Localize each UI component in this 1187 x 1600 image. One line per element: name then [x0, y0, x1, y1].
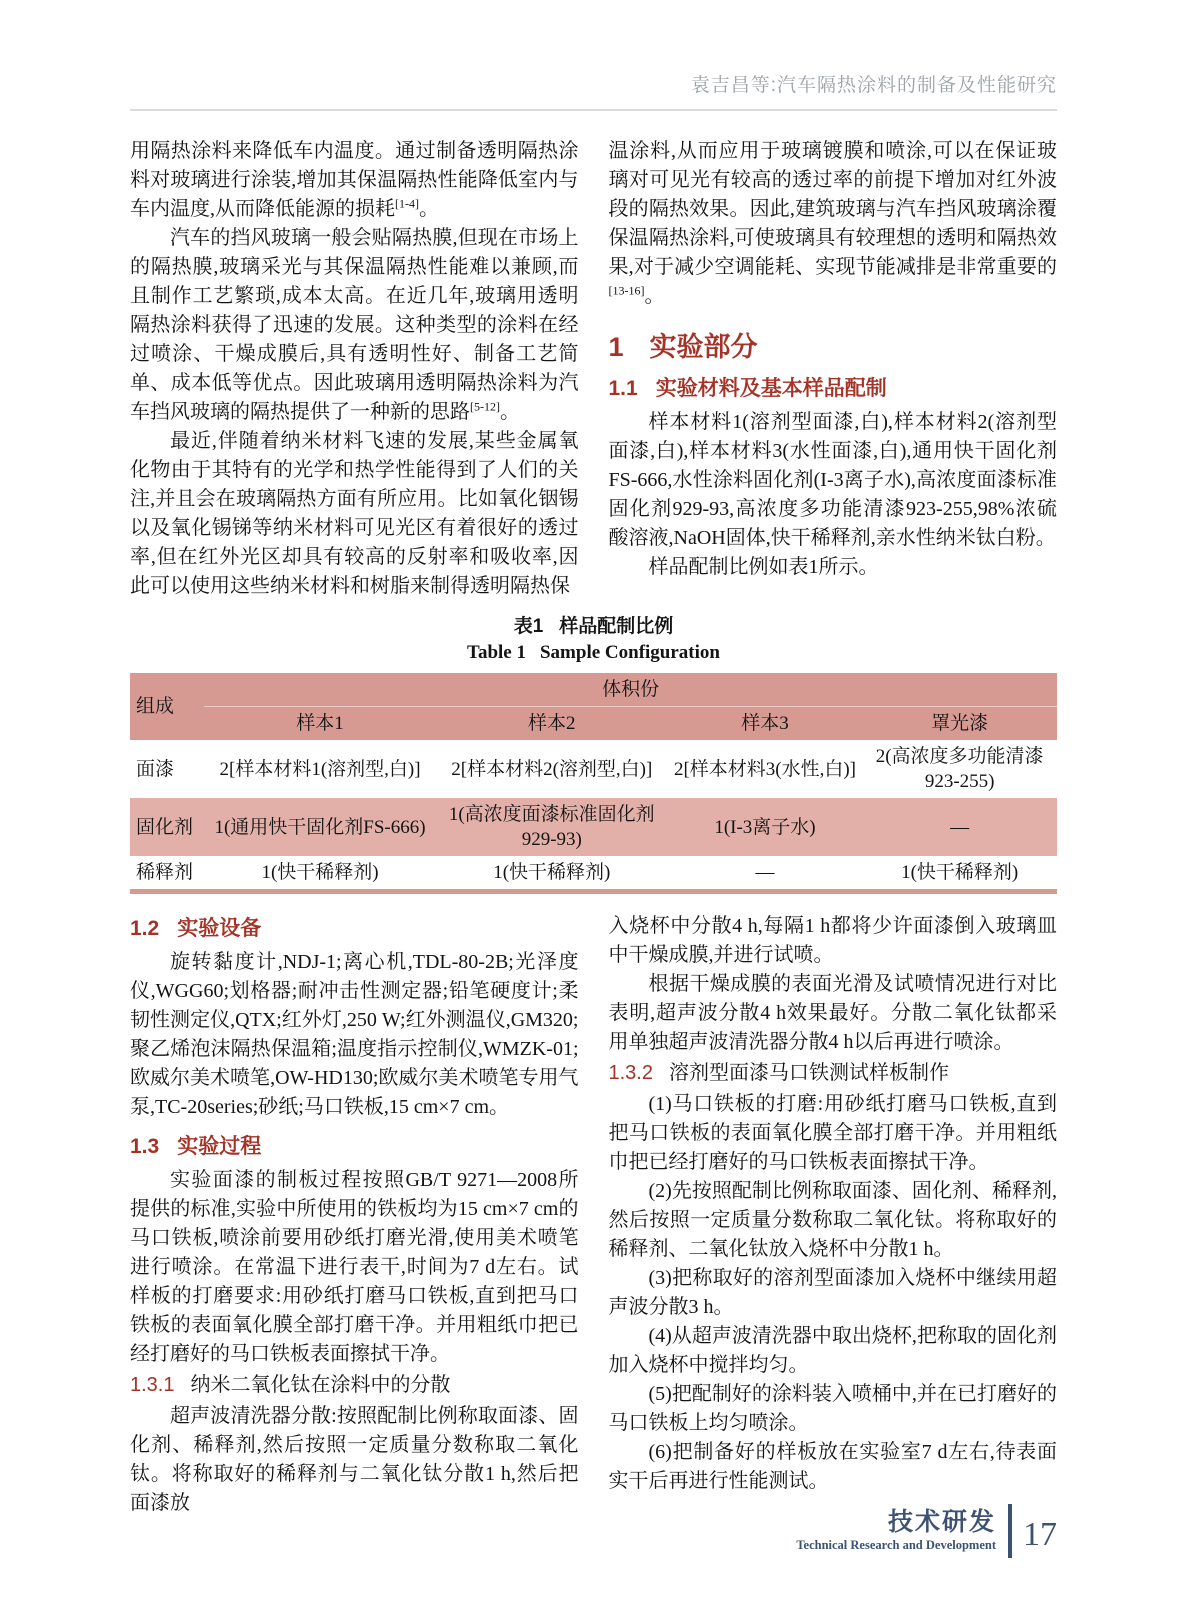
section-number: 1.3.2 [608, 1062, 653, 1084]
table-cell: — [668, 856, 863, 892]
table-cell: 2[样本材料3(水性,白)] [673, 758, 857, 780]
section-title: 实验过程 [177, 1135, 262, 1158]
table-group-header: 体积份 [204, 673, 1057, 707]
top-columns [130, 137, 1057, 601]
bottom-left-column [130, 912, 579, 1518]
table-cell: 1(快干稀释剂) [436, 856, 668, 892]
citation-ref: [13-16] [608, 283, 645, 298]
footer-divider [1008, 1504, 1012, 1558]
paragraph-step-6: (6)把制备好的样板放在实验室7 d左右,待表面实干后再进行性能测试。 [608, 1441, 1057, 1492]
table1-caption-en-label: Table 1 [467, 642, 526, 663]
section-number: 1.3.1 [130, 1374, 175, 1396]
section-number: 1.2 [130, 917, 160, 940]
section-title: 实验设备 [177, 917, 262, 940]
section-title: 纳米二氧化钛在涂料中的分散 [190, 1374, 451, 1396]
section-title: 溶剂型面漆马口铁测试样板制作 [668, 1062, 949, 1084]
paragraph-intro-2: 汽车的挡风玻璃一般会贴隔热膜,但现在市场上的隔热膜,玻璃采光与其保温隔热性能难以兼顾,而且制作工艺繁琐,成本太高。在近几年,玻璃用透明隔热涂料获得了迅速的发展。这种类型的涂料在经过喷涂、干燥成膜后,具有透明性好、制备工艺简单、成本低等优点。因此玻璃用透明隔热涂料为汽车挡风玻璃的隔热提供了一种新的思路[5-12]。 [130, 227, 579, 423]
table-row [130, 798, 1057, 856]
table-cell: 1(高浓度面漆标准固化剂 929-93) [436, 798, 668, 856]
table-column-header: 样本1 [204, 707, 436, 741]
section-heading-1-3 [130, 1130, 579, 1160]
running-head-title: 袁吉昌等:汽车隔热涂料的制备及性能研究 [690, 75, 1057, 96]
table1-caption-en [130, 641, 1057, 665]
table-cell: — [862, 798, 1057, 856]
table-row [130, 740, 1057, 798]
section-number: 1.1 [608, 377, 638, 400]
table1-caption-zh-label: 表1 [513, 616, 544, 637]
citation-ref: [1-4] [395, 196, 419, 211]
section-heading-1-3-1 [130, 1371, 579, 1400]
table-column-header: 样本2 [436, 707, 668, 741]
row-label: 稀释剂 [130, 856, 204, 892]
table-header [130, 673, 1057, 740]
section-number: 1.3 [130, 1135, 160, 1158]
paragraph-step-1: (1)马口铁板的打磨:用砂纸打磨马口铁板,直到把马口铁板的表面氧化膜全部打磨干净。并用粗纸巾把已经打磨好的马口铁板表面擦拭干净。 [608, 1093, 1057, 1173]
top-right-column [609, 137, 1058, 601]
paragraph-step-2: (2)先按照配制比例称取面漆、固化剂、稀释剂,然后按照一定质量分数称取二氧化钛。将称取好的稀释剂、二氧化钛放入烧杯中分散1 h。 [608, 1180, 1057, 1260]
page-footer [796, 1504, 1057, 1558]
paragraph-process-2: 超声波清洗器分散:按照配制比例称取面漆、固化剂、稀释剂,然后按照一定质量分数称取二氧化钛。将称取好的稀释剂与二氧化钛分散1 h,然后把面漆放 [130, 1405, 579, 1514]
page-number: 17 [1023, 1516, 1057, 1553]
paragraph-intro-4: 温涂料,从而应用于玻璃镀膜和喷涂,可以在保证玻璃对可见光有较高的透过率的前提下增加对红外波段的隔热效果。因此,建筑玻璃与汽车挡风玻璃涂覆保温隔热涂料,可使玻璃具有较理想的透明和隔热效果,对于减少空调能耗、实现节能减排是非常重要的[13-16]。 [608, 140, 1057, 307]
table-cell: 2(高浓度多功能清漆 923-255) [875, 746, 1044, 792]
table1-caption-zh [130, 615, 1057, 639]
paragraph-materials: 样本材料1(溶剂型面漆,白),样本材料2(溶剂型面漆,白),样本材料3(水性面漆,白),通用快干固化剂FS-666,水性涂料固化剂(I-3离子水),高浓度面漆标准固化剂929-93,高浓度多功能清漆923-255,98%浓硫酸溶液,NaOH固体,快干稀释剂,亲水性纳米钛白粉。 [608, 411, 1057, 549]
running-head [130, 0, 1057, 111]
sample-configuration-table [130, 673, 1057, 894]
paragraph-step-3: (3)把称取好的溶剂型面漆加入烧杯中继续用超声波分散3 h。 [608, 1267, 1057, 1318]
section-title: 实验部分 [649, 332, 758, 362]
section-heading-1-3-2 [609, 1059, 1058, 1088]
top-left-column [130, 137, 579, 601]
table-cell: 2[样本材料2(溶剂型,白)] [451, 758, 653, 780]
table1-caption-en-title: Sample Configuration [539, 642, 720, 663]
paragraph-equipment: 旋转黏度计,NDJ-1;离心机,TDL-80-2B;光泽度仪,WGG60;划格器;耐冲击性测定器;铅笔硬度计;柔韧性测定仪,QTX;红外灯,250 W;红外测温仪,GM320;聚乙烯泡沫隔热保温箱;温度指示控制仪,WMZK-01;欧威尔美术喷笔,OW-HD130;欧威尔美术喷笔专用气泵,TC-20series;砂纸;马口铁板,15 cm×7 cm。 [130, 951, 579, 1118]
section-heading-1 [609, 325, 1058, 364]
table-row [130, 856, 1057, 892]
table-cell: 2[样本材料1(溶剂型,白)] [219, 758, 421, 780]
table1-caption-zh-title: 样品配制比例 [559, 616, 674, 637]
paragraph-step-4: (4)从超声波清洗器中取出烧杯,把称取的固化剂加入烧杯中搅拌均匀。 [608, 1325, 1057, 1376]
footer-section-label [796, 1509, 996, 1553]
paragraph-process-1: 实验面漆的制板过程按照GB/T 9271—2008所提供的标准,实验中所使用的铁板均为15 cm×7 cm的马口铁板,喷涂前要用砂纸打磨光滑,使用美术喷笔进行喷涂。在常温下进行表干,时间为7 d左右。试样板的打磨要求:用砂纸打磨马口铁板,直到把马口铁板的表面氧化膜全部打磨干净。并用粗纸巾把已经打磨好的马口铁板表面擦拭干净。 [130, 1169, 579, 1365]
paragraph-table-pointer: 样品配制比例如表1所示。 [648, 556, 879, 578]
table-cell: 1(通用快干固化剂FS-666) [204, 798, 436, 856]
table-cell: 1(快干稀释剂) [862, 856, 1057, 892]
section-title: 实验材料及基本样品配制 [655, 377, 887, 400]
section-heading-1-2 [130, 912, 579, 942]
table-cell: 1(快干稀释剂) [204, 856, 436, 892]
row-label: 面漆 [136, 758, 175, 780]
section-heading-1-1 [609, 372, 1058, 402]
paragraph-intro-1: 用隔热涂料来降低车内温度。通过制备透明隔热涂料对玻璃进行涂装,增加其保温隔热性能降低室内与车内温度,从而降低能源的损耗[1-4]。 [130, 140, 579, 220]
table-column-header: 罩光漆 [862, 707, 1057, 741]
paragraph-process-4: 根据干燥成膜的表面光滑及试喷情况进行对比表明,超声波分散4 h效果最好。分散二氧化钛都采用单独超声波清洗器分散4 h以后再进行喷涂。 [608, 973, 1057, 1053]
section-number: 1 [608, 332, 624, 362]
paragraph-intro-3: 最近,伴随着纳米材料飞速的发展,某些金属氧化物由于其特有的光学和热学性能得到了人们的关注,并且会在玻璃隔热方面有所应用。比如氧化铟锡以及氧化锡锑等纳米材料可见光区有着很好的透过率,但在红外光区却具有较高的反射率和吸收率,因此可以使用这些纳米材料和树脂来制得透明隔热保 [130, 430, 579, 597]
bottom-columns [130, 912, 1057, 1518]
bottom-right-column [609, 912, 1058, 1518]
table1-block [130, 615, 1057, 894]
table-corner-label: 组成 [130, 673, 204, 740]
table-cell: 1(I-3离子水) [668, 798, 863, 856]
paragraph-step-5: (5)把配制好的涂料装入喷桶中,并在已打磨好的马口铁板上均匀喷涂。 [608, 1383, 1057, 1434]
footer-label-zh: 技术研发 [887, 1507, 996, 1536]
row-label: 固化剂 [130, 798, 204, 856]
paragraph-process-3: 入烧杯中分散4 h,每隔1 h都将少许面漆倒入玻璃皿中干燥成膜,并进行试喷。 [608, 915, 1057, 966]
citation-ref: [5-12] [470, 399, 500, 414]
footer-label-en: Technical Research and Development [796, 1538, 996, 1553]
table-column-header: 样本3 [668, 707, 863, 741]
